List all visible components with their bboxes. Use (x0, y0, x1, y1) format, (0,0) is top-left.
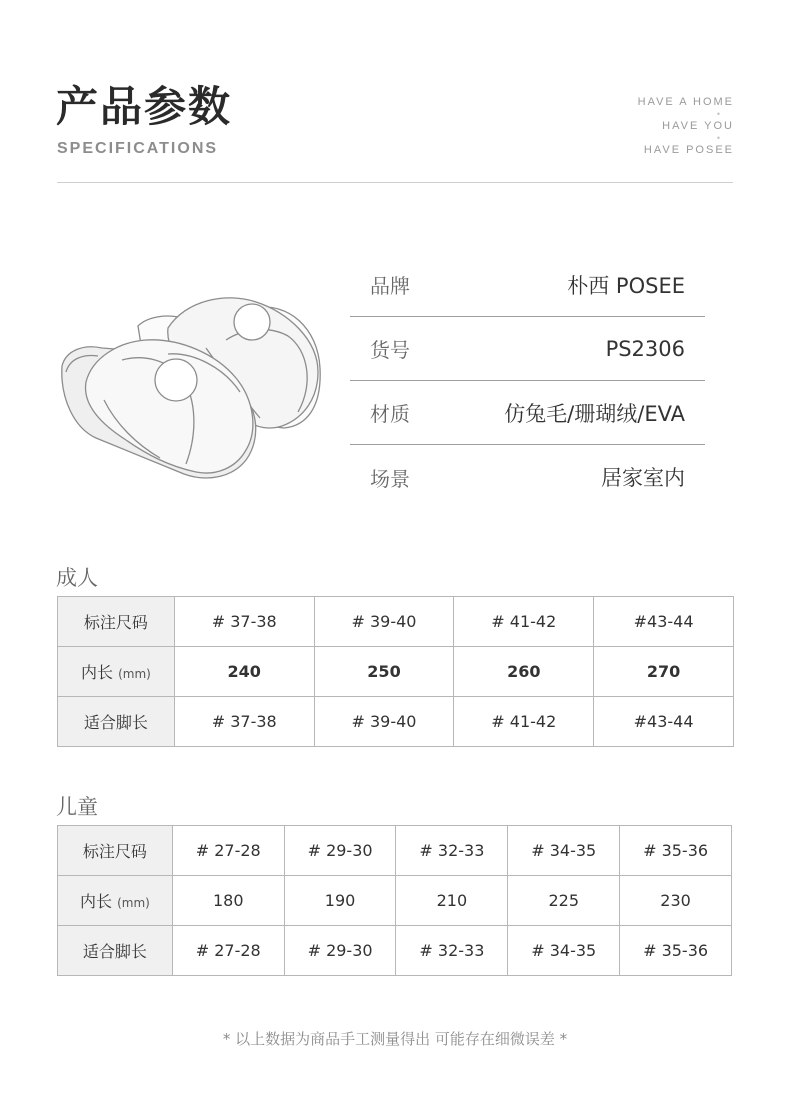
table-cell: 260 (454, 647, 594, 697)
adult-section-title: 成人 (56, 566, 98, 590)
header-divider (57, 182, 733, 183)
table-row (58, 876, 732, 926)
table-cell: 250 (314, 647, 454, 697)
spec-row-scene (350, 445, 705, 509)
table-cell: # 37-38 (174, 597, 314, 647)
table-cell: #43-44 (594, 697, 734, 747)
table-cell: # 39-40 (314, 697, 454, 747)
measurement-note: * 以上数据为商品手工测量得出 可能存在细微误差 * (222, 1030, 568, 1048)
spec-label: 场景 (370, 466, 410, 491)
spec-list (350, 253, 705, 509)
spec-value: 朴西 POSEE (567, 273, 685, 298)
page-title: 产品参数 (56, 82, 233, 131)
table-cell: # 34-35 (508, 926, 620, 976)
row-header: 标注尺码 (58, 826, 173, 876)
table-cell: # 27-28 (172, 926, 284, 976)
row-header: 标注尺码 (58, 597, 175, 647)
table-row (58, 647, 734, 697)
spec-value: PS2306 (605, 336, 685, 361)
table-cell: # 35-36 (620, 926, 732, 976)
slogan-dot: • (716, 109, 722, 119)
spec-row-item-no (350, 317, 705, 381)
row-header-label: 内长 (80, 663, 113, 682)
row-header: 适合脚长 (58, 697, 175, 747)
slogan-line-3: HAVE POSEE (643, 144, 734, 156)
table-cell: # 29-30 (284, 926, 396, 976)
row-header (58, 876, 173, 926)
row-header (58, 647, 175, 697)
table-cell: # 29-30 (284, 826, 396, 876)
table-cell: # 37-38 (174, 697, 314, 747)
row-header-unit: (mm) (117, 896, 150, 910)
table-row (58, 697, 734, 747)
spec-label: 材质 (370, 402, 410, 426)
slipper-illustration (56, 288, 326, 488)
brand-slogan (638, 96, 734, 156)
spec-row-brand (350, 253, 705, 317)
table-cell: # 32-33 (396, 926, 508, 976)
table-row (58, 597, 734, 647)
table-cell: 225 (508, 876, 620, 926)
spec-label: 货号 (370, 338, 410, 362)
table-cell: # 41-42 (454, 697, 594, 747)
adult-size-table (57, 596, 734, 747)
slogan-dot: • (716, 133, 722, 143)
row-header-unit: (mm) (118, 667, 151, 681)
page-subtitle: SPECIFICATIONS (57, 140, 219, 157)
table-row (58, 826, 732, 876)
table-cell: # 35-36 (620, 826, 732, 876)
spec-value: 仿兔毛/珊瑚绒/EVA (504, 401, 685, 426)
spec-value: 居家室内 (601, 466, 685, 490)
table-cell: 270 (594, 647, 734, 697)
row-header-label: 内长 (79, 892, 112, 911)
table-cell: 180 (172, 876, 284, 926)
child-size-table (57, 825, 732, 976)
table-cell: 190 (284, 876, 396, 926)
table-cell: # 32-33 (396, 826, 508, 876)
child-section-title: 儿童 (56, 795, 98, 819)
table-cell: # 34-35 (508, 826, 620, 876)
spec-label: 品牌 (370, 274, 410, 298)
row-header: 适合脚长 (58, 926, 173, 976)
table-cell: 230 (620, 876, 732, 926)
table-cell: #43-44 (594, 597, 734, 647)
table-cell: # 27-28 (172, 826, 284, 876)
table-cell: # 41-42 (454, 597, 594, 647)
slogan-line-1: HAVE A HOME (637, 96, 734, 108)
spec-row-material (350, 381, 705, 445)
table-row (58, 926, 732, 976)
slogan-line-2: HAVE YOU (662, 120, 734, 132)
table-cell: 240 (174, 647, 314, 697)
table-cell: 210 (396, 876, 508, 926)
table-cell: # 39-40 (314, 597, 454, 647)
